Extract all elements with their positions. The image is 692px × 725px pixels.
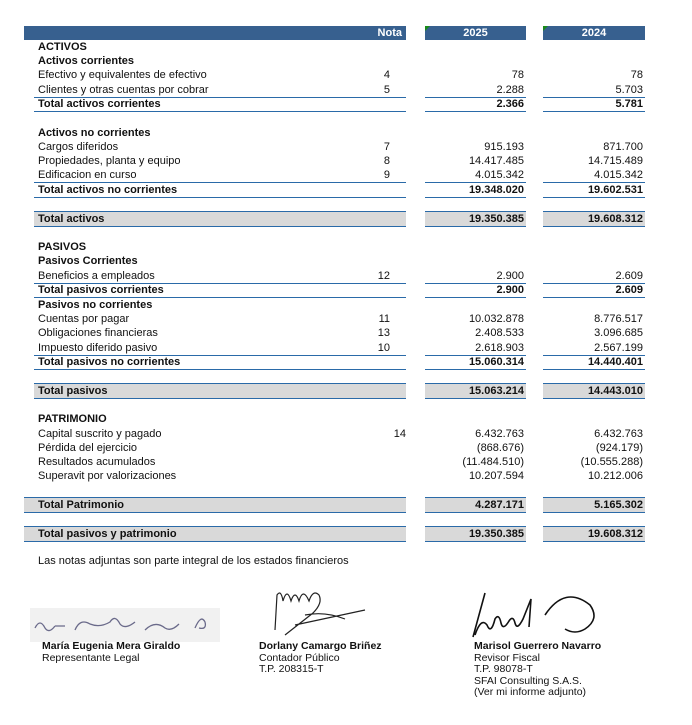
row-nota: 7 — [383, 141, 390, 153]
section-title — [0, 412, 692, 426]
row-nota: 8 — [383, 155, 390, 167]
row-label: Pérdida del ejercicio — [38, 442, 138, 454]
table-row — [0, 140, 692, 154]
table-row — [0, 326, 692, 340]
row-2025: 10.032.878 — [468, 313, 524, 325]
row-2024: 3.096.685 — [594, 327, 643, 339]
signature-image-2 — [265, 585, 375, 640]
table-row — [0, 68, 692, 82]
grand-total-row — [0, 527, 692, 541]
grand-total-row — [0, 498, 692, 512]
total-row — [0, 97, 692, 111]
row-label: Total activos corrientes — [38, 98, 161, 110]
row-label: Activos corrientes — [38, 55, 134, 67]
divider — [543, 369, 645, 370]
row-2025: 2.408.533 — [475, 327, 524, 339]
row-label: Impuesto diferido pasivo — [38, 342, 158, 354]
row-2025: 78 — [511, 69, 524, 81]
divider — [425, 512, 526, 513]
row-2025: 19.348.020 — [468, 184, 524, 196]
row-2024: 14.440.401 — [587, 356, 643, 368]
row-label: Propiedades, planta y equipo — [38, 155, 181, 167]
divider — [425, 197, 526, 198]
row-2025: (868.676) — [476, 442, 524, 454]
row-2024: 5.781 — [615, 98, 643, 110]
table-row — [0, 469, 692, 483]
divider — [543, 541, 645, 542]
row-2024: 6.432.763 — [594, 428, 643, 440]
nota-label: Nota — [377, 27, 402, 39]
divider — [543, 512, 645, 513]
row-2025: 2.618.903 — [475, 342, 524, 354]
row-2025: 15.060.314 — [468, 356, 524, 368]
row-2025: 2.366 — [496, 98, 524, 110]
signer-role: Representante Legal — [42, 651, 140, 664]
table-row — [0, 312, 692, 326]
divider — [425, 226, 526, 227]
grand-total-row — [0, 212, 692, 226]
table-row — [0, 455, 692, 469]
row-label: Total pasivos no corrientes — [38, 356, 181, 368]
signer-license: T.P. 98078-T — [474, 663, 533, 675]
row-label: Total pasivos y patrimonio — [38, 528, 177, 540]
signer-license: T.P. 208315-T — [259, 663, 324, 675]
row-2025: 15.063.214 — [468, 385, 524, 397]
divider — [543, 111, 645, 112]
row-label: Pasivos Corrientes — [38, 255, 138, 267]
signer-firm: SFAI Consulting S.A.S. — [474, 674, 582, 687]
divider — [34, 197, 406, 198]
divider — [24, 541, 406, 542]
table-row — [0, 83, 692, 97]
signer-note: (Ver mi informe adjunto) — [474, 686, 587, 698]
total-row — [0, 283, 692, 297]
row-nota: 13 — [377, 327, 390, 339]
divider — [543, 197, 645, 198]
total-row — [0, 183, 692, 197]
signature-image-3 — [465, 585, 605, 645]
signature-block-auditor — [474, 641, 601, 699]
header-nota — [24, 26, 406, 40]
row-2025: 4.287.171 — [475, 499, 524, 511]
row-2025: 19.350.385 — [468, 528, 524, 540]
row-2024: 8.776.517 — [594, 313, 643, 325]
comment-marker-icon — [543, 26, 548, 31]
row-label: ACTIVOS — [38, 41, 87, 53]
table-row — [0, 269, 692, 283]
row-label: Efectivo y equivalentes de efectivo — [38, 69, 207, 81]
row-2025: (11.484.510) — [462, 456, 524, 468]
divider — [34, 226, 406, 227]
row-nota: 14 — [393, 428, 406, 440]
row-nota: 11 — [378, 313, 390, 325]
row-2024: 5.165.302 — [594, 499, 643, 511]
subsection-title — [0, 254, 692, 268]
row-label: Edificacion en curso — [38, 169, 137, 181]
row-2024: (924.179) — [595, 442, 643, 454]
row-label: Total pasivos corrientes — [38, 284, 164, 296]
row-2025: 19.350.385 — [468, 213, 524, 225]
row-label: Clientes y otras cuentas por cobrar — [38, 84, 209, 96]
row-label: Obligaciones financieras — [38, 327, 158, 339]
row-2024: 4.015.342 — [594, 169, 643, 181]
row-2024: 5.703 — [615, 84, 643, 96]
row-2024: 2.567.199 — [594, 342, 643, 354]
signature-block-accountant — [259, 641, 382, 676]
row-label: Total activos no corrientes — [38, 184, 178, 196]
divider — [425, 369, 526, 370]
signer-name: Marisol Guerrero Navarro — [474, 640, 602, 652]
subsection-title — [0, 298, 692, 312]
row-label: Cuentas por pagar — [38, 313, 130, 325]
signature-image-1 — [30, 610, 220, 640]
header-2025 — [425, 26, 526, 40]
signature-block-legal — [42, 641, 180, 664]
divider — [543, 226, 645, 227]
row-2024: 14.715.489 — [587, 155, 643, 167]
total-row — [0, 355, 692, 369]
row-2024: 19.602.531 — [587, 184, 643, 196]
row-2025: 14.417.485 — [468, 155, 524, 167]
signer-name: Dorlany Camargo Briñez — [259, 640, 382, 652]
year-2024-label: 2024 — [581, 27, 607, 39]
row-label: Resultados acumulados — [38, 456, 156, 468]
row-2024: 19.608.312 — [587, 528, 643, 540]
row-nota: 12 — [377, 270, 390, 282]
subsection-title — [0, 126, 692, 140]
row-label: Pasivos no corrientes — [38, 299, 153, 311]
row-label: Beneficios a empleados — [38, 270, 155, 282]
row-nota: 10 — [377, 342, 390, 354]
divider — [34, 111, 406, 112]
row-2025: 6.432.763 — [475, 428, 524, 440]
row-2024: 14.443.010 — [587, 385, 643, 397]
row-2024: 78 — [630, 69, 643, 81]
row-2024: 871.700 — [603, 141, 643, 153]
row-label: Superavit por valorizaciones — [38, 470, 177, 482]
divider — [24, 512, 406, 513]
row-label: Capital suscrito y pagado — [38, 428, 162, 440]
row-2024: 2.609 — [615, 284, 643, 296]
table-row — [0, 341, 692, 355]
table-row — [0, 427, 692, 441]
row-2025: 2.900 — [496, 284, 524, 296]
divider — [543, 398, 645, 399]
row-2025: 2.288 — [496, 84, 524, 96]
table-row — [0, 168, 692, 182]
divider — [425, 541, 526, 542]
section-title — [0, 40, 692, 54]
row-2024: (10.555.288) — [580, 456, 643, 468]
header-2024 — [543, 26, 645, 40]
year-2025-label: 2025 — [463, 27, 488, 39]
row-2024: 19.608.312 — [587, 213, 643, 225]
row-label: PASIVOS — [38, 241, 87, 253]
section-title — [0, 240, 692, 254]
footnote: Las notas adjuntas son parte integral de los estados financieros — [38, 555, 349, 567]
table-row — [0, 441, 692, 455]
row-label: Total pasivos — [38, 385, 108, 397]
row-2024: 2.609 — [615, 270, 643, 282]
row-nota: 5 — [383, 84, 390, 96]
row-label: Activos no corrientes — [38, 127, 151, 139]
divider — [425, 398, 526, 399]
row-label: Total activos — [38, 213, 105, 225]
row-2025: 915.193 — [484, 141, 524, 153]
row-2025: 4.015.342 — [475, 169, 524, 181]
row-2025: 10.207.594 — [468, 470, 524, 482]
row-label: Total Patrimonio — [38, 499, 124, 511]
row-label: Cargos diferidos — [38, 141, 119, 153]
table-row — [0, 154, 692, 168]
signer-role: Contador Público — [259, 651, 340, 664]
row-label: PATRIMONIO — [38, 413, 107, 425]
signer-name: María Eugenia Mera Giraldo — [42, 640, 181, 652]
row-2025: 2.900 — [496, 270, 524, 282]
divider — [34, 369, 406, 370]
row-2024: 10.212.006 — [587, 470, 643, 482]
comment-marker-icon — [425, 26, 430, 31]
grand-total-row — [0, 384, 692, 398]
row-nota: 4 — [383, 69, 390, 81]
divider — [34, 398, 406, 399]
subsection-title — [0, 54, 692, 68]
divider — [425, 111, 526, 112]
signer-role: Revisor Fiscal — [474, 651, 540, 664]
row-nota: 9 — [383, 169, 390, 181]
